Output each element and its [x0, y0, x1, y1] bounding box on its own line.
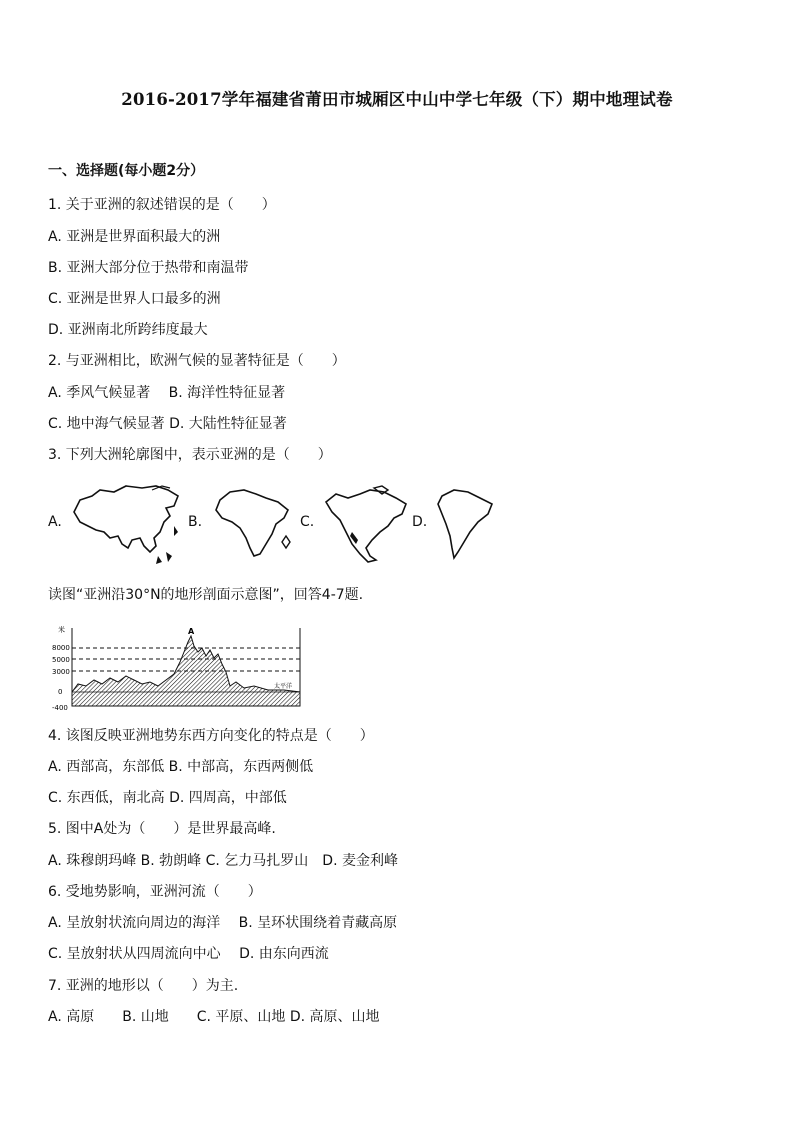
- chart-tick-3000: 3000: [52, 668, 70, 676]
- question-3-label-d: D.: [412, 514, 428, 530]
- terrain-profile-chart: [48, 622, 308, 712]
- question-6-stem: 6. 受地势影响，亚洲河流（ ）: [48, 884, 262, 900]
- question-6-options-cd: C. 呈放射状从四周流向中心 D. 由东向西流: [48, 946, 329, 962]
- chart-unit-label: 米: [58, 626, 65, 634]
- question-2-options-cd: C. 地中海气候显著 D. 大陆性特征显著: [48, 416, 287, 432]
- asia-outline-icon: [70, 482, 182, 566]
- terrain-profile-area: [72, 636, 300, 706]
- africa-outline-icon: [210, 484, 300, 560]
- chart-tick-5000: 5000: [52, 656, 70, 664]
- question-5-stem: 5. 图中A处为（ ）是世界最高峰.: [48, 821, 276, 837]
- question-1-option-c: C. 亚洲是世界人口最多的洲: [48, 291, 221, 307]
- question-1-option-a: A. 亚洲是世界面积最大的洲: [48, 229, 221, 245]
- question-2-stem: 2. 与亚洲相比，欧洲气候的显著特征是（ ）: [48, 353, 346, 369]
- question-6-options-ab: A. 呈放射状流向周边的海洋 B. 呈环状围绕着青藏高原: [48, 915, 398, 931]
- pacific-ocean-label: 太平洋: [274, 683, 293, 690]
- question-4-options-ab: A. 西部高，东部低 B. 中部高，东西两侧低: [48, 759, 314, 775]
- question-3-label-a: A.: [48, 514, 62, 530]
- question-5-options: A. 珠穆朗玛峰 B. 勃朗峰 C. 乞力马扎罗山 D. 麦金利峰: [48, 853, 398, 869]
- question-7-options: A. 高原 B. 山地 C. 平原、山地 D. 高原、山地: [48, 1009, 380, 1025]
- question-4-options-cd: C. 东西低，南北高 D. 四周高，中部低: [48, 790, 287, 806]
- read-intro: 读图“亚洲沿30°N的地形剖面示意图”，回答4-7题.: [48, 587, 364, 603]
- question-4-stem: 4. 该图反映亚洲地势东西方向变化的特点是（ ）: [48, 728, 374, 744]
- question-1-stem: 1. 关于亚洲的叙述错误的是（ ）: [48, 197, 276, 213]
- chart-tick-8000: 8000: [52, 644, 70, 652]
- question-3-label-c: C.: [300, 514, 315, 530]
- page-title: 2016-2017学年福建省莆田市城厢区中山中学七年级（下）期中地理试卷: [121, 90, 673, 109]
- peak-a-label: A: [188, 627, 195, 636]
- question-1-option-b: B. 亚洲大部分位于热带和南温带: [48, 260, 249, 276]
- chart-tick-0: 0: [58, 688, 63, 696]
- question-1-option-d: D. 亚洲南北所跨纬度最大: [48, 322, 208, 338]
- chart-tick-minus-400: -400: [52, 704, 68, 712]
- question-3-stem: 3. 下列大洲轮廓图中，表示亚洲的是（ ）: [48, 447, 332, 463]
- question-7-stem: 7. 亚洲的地形以（ ）为主.: [48, 978, 239, 994]
- question-2-options-ab: A. 季风气候显著 B. 海洋性特征显著: [48, 385, 286, 401]
- north-america-outline-icon: [322, 484, 414, 564]
- question-3-label-b: B.: [188, 514, 203, 530]
- section-heading: 一、选择题(每小题2分）: [48, 163, 205, 179]
- south-america-outline-icon: [434, 486, 498, 562]
